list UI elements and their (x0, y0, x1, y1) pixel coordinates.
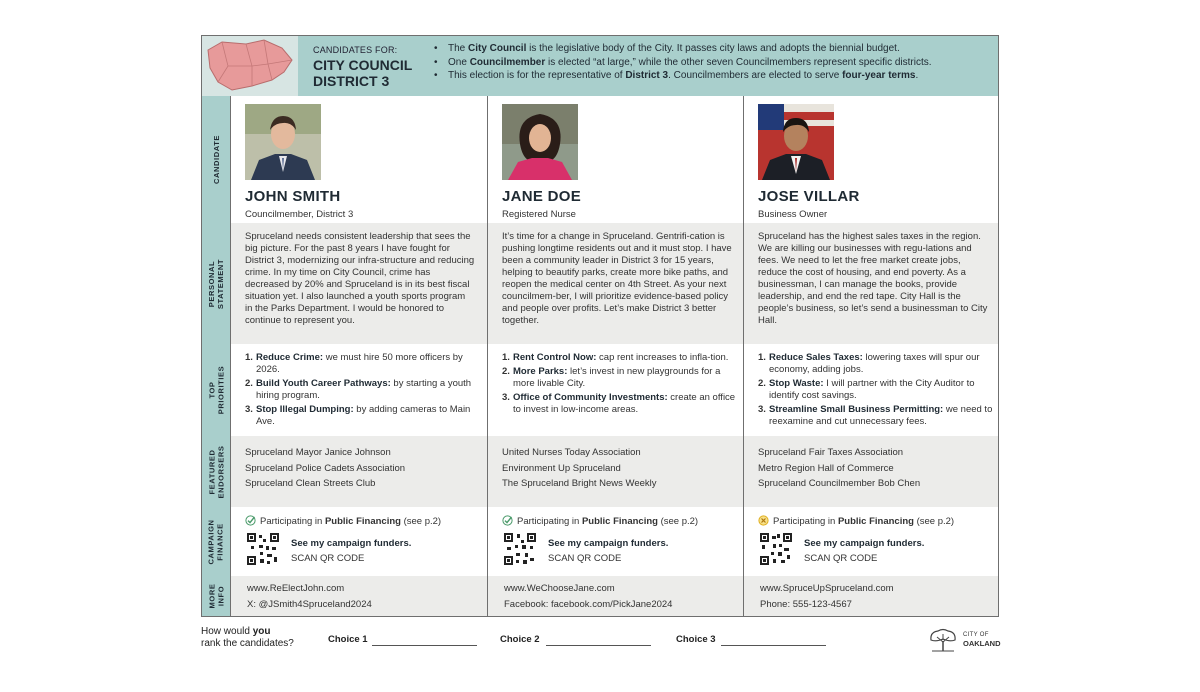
public-financing-status: Participating in Public Financing (see p.2) (758, 515, 954, 527)
candidate-photo (502, 104, 578, 180)
candidate-occupation: Business Owner (758, 209, 828, 220)
website-link[interactable]: www.WeChooseJane.com (504, 583, 615, 594)
endorsers-list (758, 445, 920, 492)
website-link[interactable]: www.ReElectJohn.com (247, 583, 345, 594)
public-financing-status: Participating in Public Financing (see p.2) (245, 515, 441, 527)
candidate-occupation: Councilmember, District 3 (245, 209, 354, 220)
personal-statement: Spruceland has the highest sales taxes in the region. We are killing our businesses with regu-lations and fees. We need to let the free market create jobs, reduce the cost of housing, and end poverty. As a businessman, I can manage the books, provide leadership, and end the red tape. City Hall is the people’s business, so let’s send a businessman to City Hall. (758, 231, 988, 326)
description-bullet: • One Councilmember is elected “at large,” while the other seven Councilmembers represent specific districts. (434, 56, 932, 68)
personal-statement: Spruceland needs consistent leadership that sees the big picture. For the past 8 years I have fought for District 3, modernizing our infra-structure and reducing crime. In my time on City Council, crime has decreased by 20% and Spruceland is in its best fiscal situation yet. I also launched a youth sports program in the Parks Department. I would be honored to continue to represent you. (245, 231, 475, 326)
candidate-occupation: Registered Nurse (502, 209, 576, 220)
endorser-item: United Nurses Today Association (502, 447, 641, 458)
choice-1-line[interactable] (372, 645, 477, 646)
endorser-item: Spruceland Mayor Janice Johnson (245, 447, 391, 458)
priorities-list (245, 352, 485, 430)
ranking-footer (201, 626, 999, 656)
candidates-for-label: CANDIDATES FOR: (313, 45, 398, 55)
endorser-item: Metro Region Hall of Commerce (758, 462, 894, 474)
priority-item: 3. Streamline Small Business Permitting: we need to reexamine and cut unnecessary fees. (758, 404, 993, 427)
scan-qr-label: SCAN QR CODE (291, 553, 365, 564)
candidate-column-jane-doe (488, 96, 743, 616)
choice-1-label: Choice 1 (328, 634, 368, 645)
city-of-oakland-logo (928, 628, 1001, 652)
candidate-photo (245, 104, 321, 180)
campaign-funders-link[interactable]: See my campaign funders. (804, 538, 925, 549)
choice-3-label: Choice 3 (676, 634, 716, 645)
row-label-more-info: MORE INFO (207, 583, 225, 609)
social-contact: Facebook: facebook.com/PickJane2024 (504, 599, 673, 610)
scan-qr-label: SCAN QR CODE (804, 553, 878, 564)
endorsers-list (502, 445, 657, 492)
logo-city-of: CITY OF (963, 632, 989, 638)
office-title-line2: DISTRICT 3 (313, 73, 390, 89)
endorser-item: Spruceland Councilmember Bob Chen (758, 478, 921, 489)
scan-qr-label: SCAN QR CODE (548, 553, 622, 564)
oak-tree-icon (928, 628, 958, 652)
qr-code[interactable] (504, 533, 536, 565)
social-contact: X: @JSmith4Spruceland2024 (247, 599, 372, 610)
voter-guide-card (201, 35, 999, 617)
qr-code[interactable] (760, 533, 792, 565)
endorser-item: Environment Up Spruceland (502, 462, 621, 474)
choice-2-label: Choice 2 (500, 634, 540, 645)
endorsers-list (245, 445, 405, 492)
x-circle-icon (758, 515, 769, 526)
candidate-name: JOSE VILLAR (758, 188, 860, 205)
check-circle-icon (502, 515, 513, 526)
description-bullet: • The City Council is the legislative body of the City. It passes city laws and adopts the biennial budget. (434, 43, 900, 54)
social-contact: Phone: 555-123-4567 (760, 599, 852, 610)
priority-item: 2. More Parks: let’s invest in new playgrounds for a more livable City. (502, 366, 721, 389)
endorser-item: Spruceland Clean Streets Club (245, 478, 376, 489)
website-link[interactable]: www.SpruceUpSpruceland.com (760, 583, 894, 594)
public-financing-status: Participating in Public Financing (see p.2) (502, 515, 698, 527)
priority-item: 1. Reduce Crime: we must hire 50 more officers by 2026. (245, 352, 463, 375)
personal-statement: It’s time for a change in Spruceland. Gentrifi-cation is pushing longtime residents out and it must stop. I have been a community leader in District 3 for 15 years, helping to beautify parks, create more bike paths, and reopen the medical center on 4th Street. As your next councilmem-ber, I will prioritize evidence-based policy and people over profits. Let’s make District 3 better together. (502, 231, 732, 326)
campaign-funders-link[interactable]: See my campaign funders. (548, 538, 669, 549)
candidate-column-jose-villar (744, 96, 998, 616)
row-label-finance: CAMPAIGN FINANCE (207, 518, 226, 565)
priority-item: 3. Office of Community Investments: create an office to invest in low-income areas. (502, 392, 736, 415)
endorser-item: Spruceland Fair Taxes Association (758, 447, 904, 458)
qr-code[interactable] (247, 533, 279, 565)
row-label-statement: PERSONAL STATEMENT (207, 258, 225, 309)
row-label-candidate: CANDIDATE (211, 134, 221, 185)
candidate-photo (758, 104, 834, 180)
logo-oakland: OAKLAND (963, 639, 1001, 648)
office-description-list (434, 43, 932, 84)
row-labels-column (202, 96, 231, 616)
priority-item: 1. Reduce Sales Taxes: lowering taxes will spur our economy, adding jobs. (758, 352, 980, 375)
row-label-endorsers: FEATURED ENDORSERS (207, 445, 226, 498)
campaign-funders-link[interactable]: See my campaign funders. (291, 538, 412, 549)
priority-item: 2. Stop Waste: I will partner with the City Auditor to identify cost savings. (758, 378, 975, 401)
priorities-list (502, 352, 742, 418)
check-circle-icon (245, 515, 256, 526)
endorser-item: The Spruceland Bright News Weekly (502, 478, 657, 489)
ranking-question: How would you rank the candidates? (201, 626, 294, 649)
candidate-column-john-smith (231, 96, 487, 616)
description-bullet: • This election is for the representative of District 3. Councilmembers are elected to serve four-year terms. (434, 70, 919, 81)
choice-3-line[interactable] (721, 645, 826, 646)
office-title-line1: CITY COUNCIL (313, 57, 413, 73)
candidate-name: JOHN SMITH (245, 188, 341, 205)
choice-2-line[interactable] (546, 645, 651, 646)
priority-item: 1. Rent Control Now: cap rent increases to infla-tion. (502, 352, 729, 363)
header-banner (202, 36, 998, 96)
priority-item: 3. Stop Illegal Dumping: by adding cameras to Main Ave. (245, 404, 471, 427)
district-map-image (202, 36, 298, 96)
priority-item: 2. Build Youth Career Pathways: by starting a youth hiring program. (245, 378, 472, 401)
endorser-item: Spruceland Police Cadets Association (245, 462, 406, 474)
candidate-name: JANE DOE (502, 188, 582, 205)
priorities-list (758, 352, 998, 430)
row-label-priorities: TOP PRIORITIES (207, 365, 226, 415)
